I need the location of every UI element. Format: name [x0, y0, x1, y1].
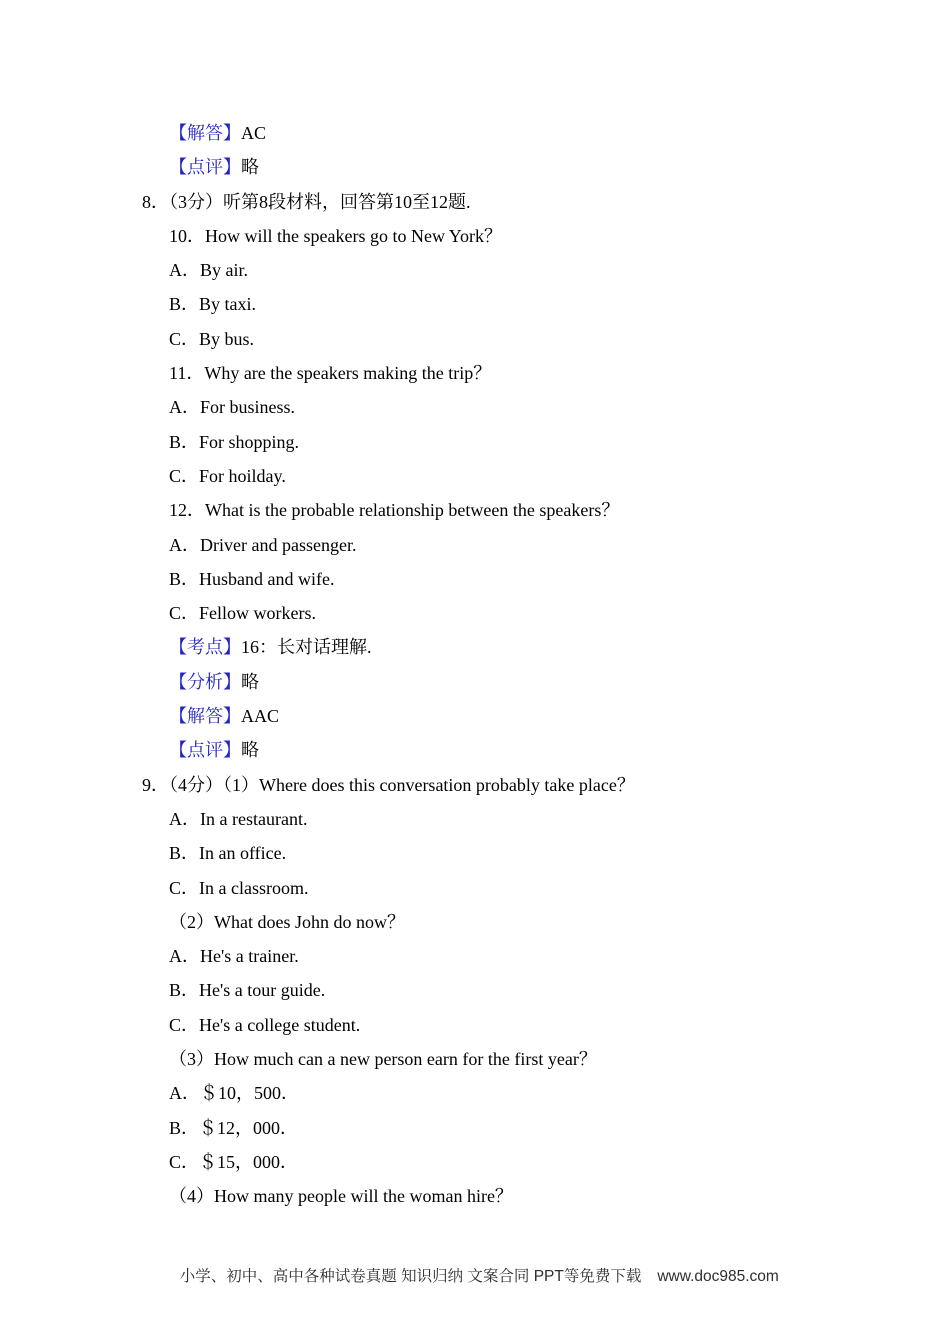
option-line: B．He's a tour guide.	[169, 980, 326, 1001]
annotation-value: 略	[241, 740, 259, 761]
annotation-label: 【考点】	[169, 637, 241, 658]
annotation-label: 【点评】	[169, 157, 241, 178]
sub-question-line: （2）What does John do now？	[169, 911, 405, 932]
sub-question-line: 12．What is the probable relationship between the speakers？	[169, 500, 620, 521]
option-line: C．Fellow workers.	[169, 603, 316, 624]
document-body	[0, 116, 950, 1214]
option-line: A．In a restaurant.	[169, 808, 308, 829]
option-line: B．Husband and wife.	[169, 568, 335, 589]
annotation-line	[0, 150, 950, 184]
annotation-label: 【点评】	[169, 740, 241, 761]
sub-question-line: （4）How many people will the woman hire？	[169, 1186, 513, 1207]
annotation-value: AC	[241, 123, 267, 143]
footer-text: 小学、初中、高中各种试卷真题 知识归纳 文案合同 PPT等免费下载	[179, 1268, 642, 1285]
sub-question-line: 11．Why are the speakers making the trip？	[169, 363, 492, 384]
annotation-line	[0, 116, 950, 150]
option-line: B．In an office.	[169, 843, 287, 864]
annotation-line	[0, 630, 950, 664]
option-line: C．In a classroom.	[169, 877, 309, 898]
option-line: B．For shopping.	[169, 431, 300, 452]
sub-question-line: 10．How will the speakers go to New York？	[169, 225, 502, 246]
annotation-line	[0, 733, 950, 767]
annotation-line	[0, 665, 950, 699]
option-line: A．Driver and passenger.	[169, 534, 357, 555]
annotation-value: 略	[241, 157, 259, 178]
footer	[0, 1246, 950, 1286]
option-line: A．＄10，500．	[169, 1083, 299, 1104]
annotation-label: 【解答】	[169, 706, 241, 727]
annotation-value: AAC	[241, 706, 280, 727]
annotation-label: 【分析】	[169, 671, 241, 692]
annotation-line	[0, 699, 950, 733]
option-line: C．For hoilday.	[169, 465, 286, 486]
annotation-label: 【解答】	[169, 123, 241, 143]
option-line: A．By air.	[169, 260, 248, 281]
annotation-value: 略	[241, 671, 259, 692]
option-line: C．He's a college student.	[169, 1014, 361, 1035]
option-line: A．He's a trainer.	[169, 946, 299, 967]
option-line: C．＄15，000．	[169, 1151, 299, 1172]
sub-question-line: （3）How much can a new person earn for the first year？	[169, 1049, 597, 1070]
option-line: C．By bus.	[169, 328, 255, 349]
option-line: B．By taxi.	[169, 294, 257, 315]
option-line: A．For business.	[169, 397, 296, 418]
question-line: 9．（4分）（1）Where does this conversation probably take place？	[142, 774, 635, 795]
annotation-value: 16：长对话理解.	[241, 637, 372, 658]
option-line: B．＄12，000．	[169, 1117, 299, 1138]
question-line: 8．（3分）听第8段材料，回答第10至12题.	[142, 191, 471, 212]
footer-url: www.doc985.com	[657, 1268, 779, 1285]
